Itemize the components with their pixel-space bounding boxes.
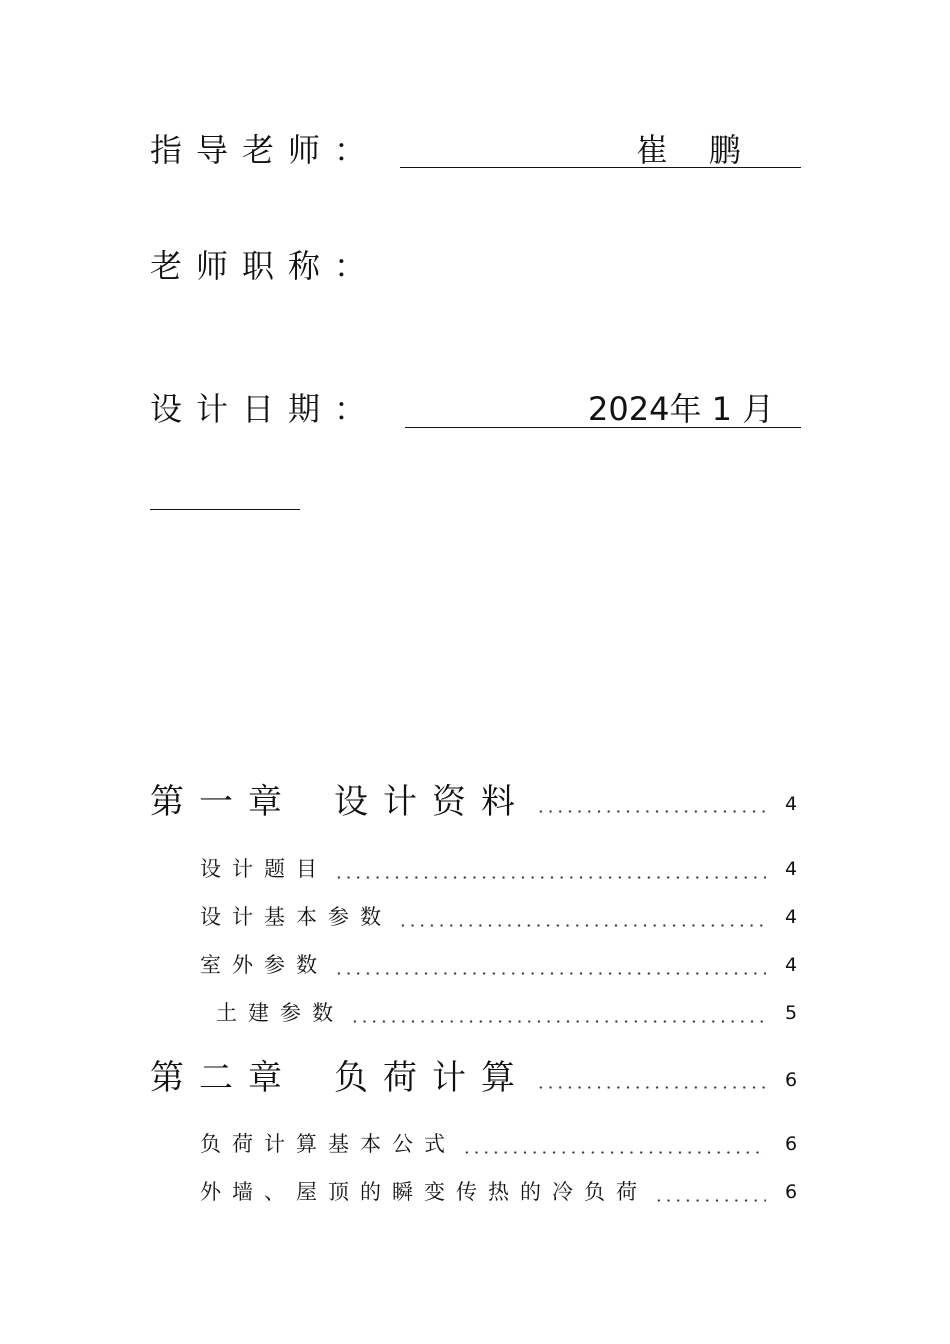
toc-leader-dots — [536, 1086, 766, 1089]
date-label: 设计日期： — [150, 390, 381, 428]
toc-leader-dots — [350, 1020, 766, 1023]
toc-leader-dots — [334, 972, 766, 975]
toc-page-number: 4 — [785, 954, 798, 976]
toc-page-number: 4 — [785, 906, 798, 928]
date-underline-continued — [150, 509, 300, 510]
toc-item-title: 外墙、屋顶的瞬变传热的冷负荷 — [200, 1180, 648, 1204]
advisor-label: 指导老师： — [150, 131, 381, 169]
toc-leader-dots — [654, 1199, 766, 1202]
toc-chapter-title: 负荷计算 — [334, 1058, 530, 1098]
toc-page-number: 6 — [785, 1069, 798, 1091]
toc-leader-dots — [398, 924, 766, 927]
toc-page-number: 4 — [785, 793, 798, 815]
toc-page-number: 6 — [785, 1133, 798, 1155]
date-value: 2024年 1 月 — [588, 390, 775, 428]
toc-chapter-title: 设计资料 — [334, 782, 530, 822]
advisor-name: 崔 鹏 — [636, 131, 741, 169]
toc-chapter-number: 第二章 — [150, 1058, 297, 1098]
toc-item-title: 负荷计算基本公式 — [200, 1132, 456, 1156]
toc-page-number: 5 — [785, 1002, 798, 1024]
title-label: 老师职称： — [150, 247, 381, 285]
toc-chapter-number: 第一章 — [150, 782, 297, 822]
toc-item-title: 设计基本参数 — [200, 905, 392, 929]
toc-item-title: 土建参数 — [216, 1001, 344, 1025]
toc-leader-dots — [462, 1151, 766, 1154]
toc-page-number: 6 — [785, 1181, 798, 1203]
toc-item-title: 室外参数 — [200, 953, 328, 977]
toc-leader-dots — [334, 876, 766, 879]
advisor-underline — [400, 127, 801, 168]
toc-page-number: 4 — [785, 858, 798, 880]
toc-item-title: 设计题目 — [200, 857, 328, 881]
toc-leader-dots — [536, 810, 766, 813]
